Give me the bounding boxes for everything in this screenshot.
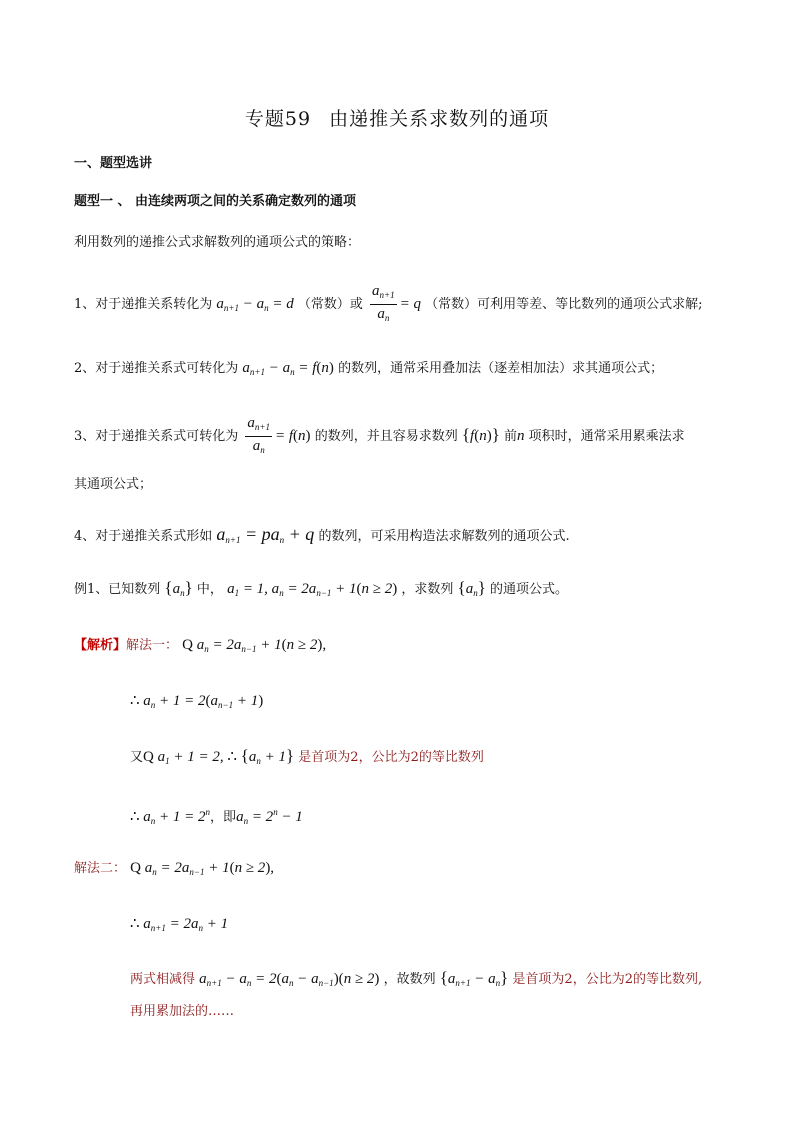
solution-method-2: 解法二： Q $a_n = 2a_{n-1} + 1(n \ge 2)$,	[74, 860, 275, 877]
strategy-item-1: 1、对于递推关系转化为 $a_{n+1} - a_n = d$ （常数）或 $\frac{a_{n+1}}{a_n}$ = q （常数）可利用等差、等比数列的通项公式求解;	[74, 283, 703, 328]
section-heading: 一、题型选讲	[74, 156, 153, 171]
strategy-item-4: 4、对于递推关系式形如 $a_{n+1} = pa_n + q$ 的数列，可采用构造法求解数列的通项公式.	[74, 524, 570, 545]
strategy-item-2: 2、对于递推关系式可转化为 $a_{n+1} - a_n = f(n)$ 的数列，通常采用叠加法（逐差相加法）求其通项公式；	[74, 360, 664, 377]
solution-method-1: 【解析】解法一： Q $a_n = 2a_{n-1} + 1(n \ge 2)$,	[74, 637, 327, 654]
intro-text: 利用数列的递推公式求解数列的通项公式的策略：	[74, 235, 361, 250]
example-condition: $a_1 = 1$, $a_n = 2a_{n-1} + 1(n \ge 2)$	[227, 581, 398, 598]
formula-linear: $a_{n+1} = pa_n + q$	[216, 524, 315, 545]
solution-step-2: 又Q $a_1 + 1 = 2$, ∴ $\{a_n + 1\}$ 是首项为2，公比为2的等比数列	[130, 746, 484, 766]
subsection-heading: 题型一 、 由连续两项之间的关系确定数列的通项	[74, 194, 357, 209]
formula-ratio: $\frac{a_{n+1}}{a_n}$	[372, 283, 395, 323]
solution-step-3: ∴ $a_n + 1 = 2^n$，即$a_n = 2^n - 1$	[130, 807, 303, 826]
strategy-item-3: 3、对于递推关系式可转化为 $\frac{a_{n+1}}{a_n}$ = f(n) 的数列，并且容易求数列 {f(n)} 前n 项积时，通常采用累乘法求	[74, 415, 685, 458]
page-title	[0, 104, 794, 131]
solution-step-1: ∴ $a_n + 1 = 2(a_{n-1} + 1)$	[130, 693, 264, 710]
formula-product: $\frac{a_{n+1}}{a_n}$	[247, 415, 270, 455]
title-text: 由递推关系求数列的通项	[329, 108, 550, 130]
solution-step-4: ∴ $a_{n+1} = 2a_n + 1$	[130, 916, 229, 933]
formula-difference: $a_{n+1} - a_n = d$	[216, 296, 294, 313]
solution-step-6: 再用累加法的……	[130, 1004, 235, 1019]
solution-step-5: 两式相减得 $a_{n+1} - a_n = 2(a_n - a_{n-1})(n \ge 2)$ ，故数列 $\{a_{n+1} - a_n\}$ 是首项为2，公比为2的等比数列,	[130, 968, 703, 988]
title-number: 专题59	[244, 108, 312, 130]
formula-sum: $a_{n+1} - a_n = f(n)$	[242, 360, 334, 377]
example-1: 例1、已知数列 $\{a_n\}$ 中， $a_1 = 1$, $a_n = 2a_{n-1} + 1(n \ge 2)$ ，求数列 $\{a_n\}$ 的通项公式。	[74, 578, 569, 598]
strategy-item-3-cont: 其通项公式；	[74, 477, 153, 492]
